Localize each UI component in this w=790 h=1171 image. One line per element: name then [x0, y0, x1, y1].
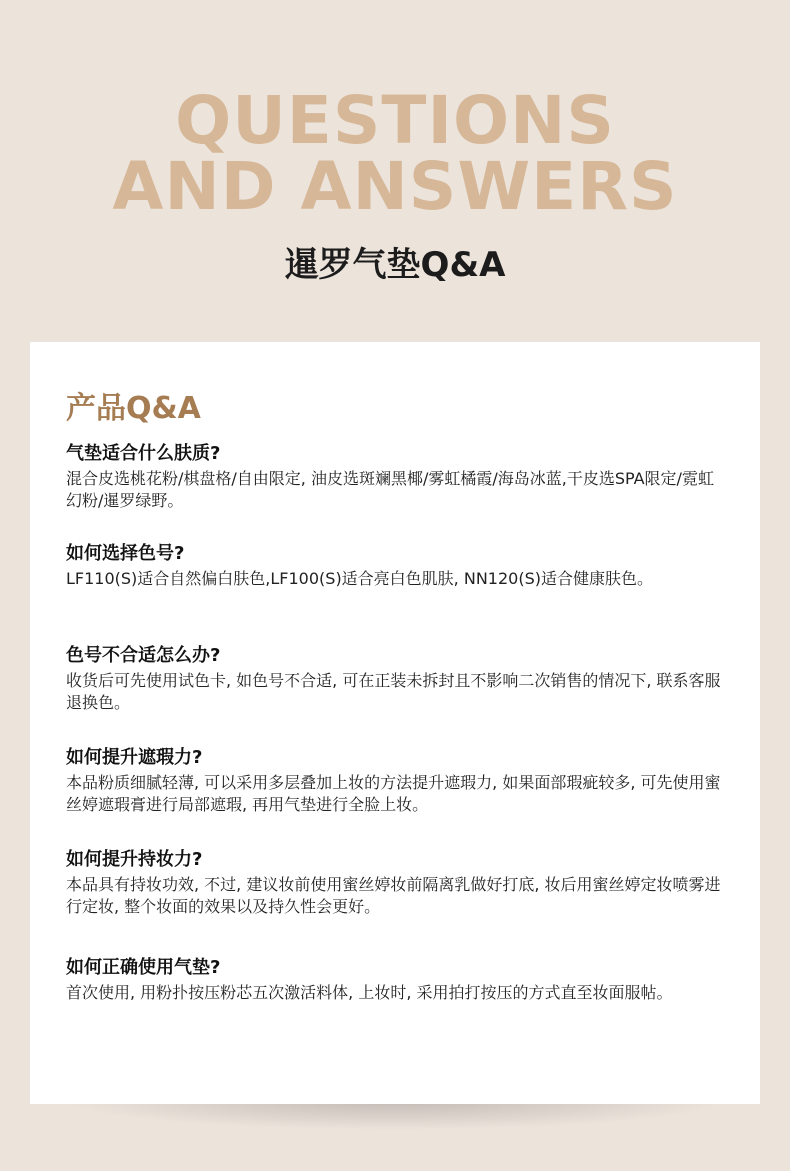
- qa-question: 气垫适合什么肤质?: [66, 443, 221, 464]
- card-shadow: [60, 1100, 730, 1130]
- qa-answer: 收货后可先使用试色卡, 如色号不合适, 可在正装未拆封且不影响二次销售的情况下, 联系客服退换色。: [66, 671, 721, 712]
- qa-question: 色号不合适怎么办?: [66, 645, 221, 666]
- qa-card: [30, 342, 760, 1104]
- qa-question: 如何提升遮瑕力?: [66, 747, 203, 768]
- qa-item: [66, 644, 728, 714]
- qa-item: [66, 442, 728, 512]
- qa-answer: 混合皮选桃花粉/棋盘格/自由限定, 油皮选斑斓黑椰/雾虹橘霞/海岛冰蓝,干皮选SPA限定/霓虹幻粉/暹罗绿野。: [66, 469, 714, 510]
- qa-answer: 首次使用, 用粉扑按压粉芯五次激活料体, 上妆时, 采用拍打按压的方式直至妆面服帖。: [66, 983, 673, 1002]
- page-subtitle: 暹罗气垫Q&A: [284, 245, 506, 285]
- qa-answer: LF110(S)适合自然偏白肤色,LF100(S)适合亮白色肌肤, NN120(S)适合健康肤色。: [66, 569, 653, 588]
- hero-line-answers: AND ANSWERS: [112, 148, 678, 225]
- section-title: 产品Q&A: [66, 391, 201, 426]
- qa-question: 如何选择色号?: [66, 543, 185, 564]
- qa-item: [66, 746, 728, 816]
- qa-item: [66, 848, 728, 918]
- qa-item: [66, 542, 728, 590]
- qa-question: 如何提升持妆力?: [66, 849, 203, 870]
- qa-question: 如何正确使用气垫?: [66, 957, 221, 978]
- hero-line-questions: QUESTIONS: [175, 82, 615, 159]
- qa-answer: 本品粉质细腻轻薄, 可以采用多层叠加上妆的方法提升遮瑕力, 如果面部瑕疵较多, 可先使用蜜丝婷遮瑕膏进行局部遮瑕, 再用气垫进行全脸上妆。: [66, 773, 721, 814]
- qa-item: [66, 956, 728, 1004]
- qa-answer: 本品具有持妆功效, 不过, 建议妆前使用蜜丝婷妆前隔离乳做好打底, 妆后用蜜丝婷定妆喷雾进行定妆, 整个妆面的效果以及持久性会更好。: [66, 875, 721, 916]
